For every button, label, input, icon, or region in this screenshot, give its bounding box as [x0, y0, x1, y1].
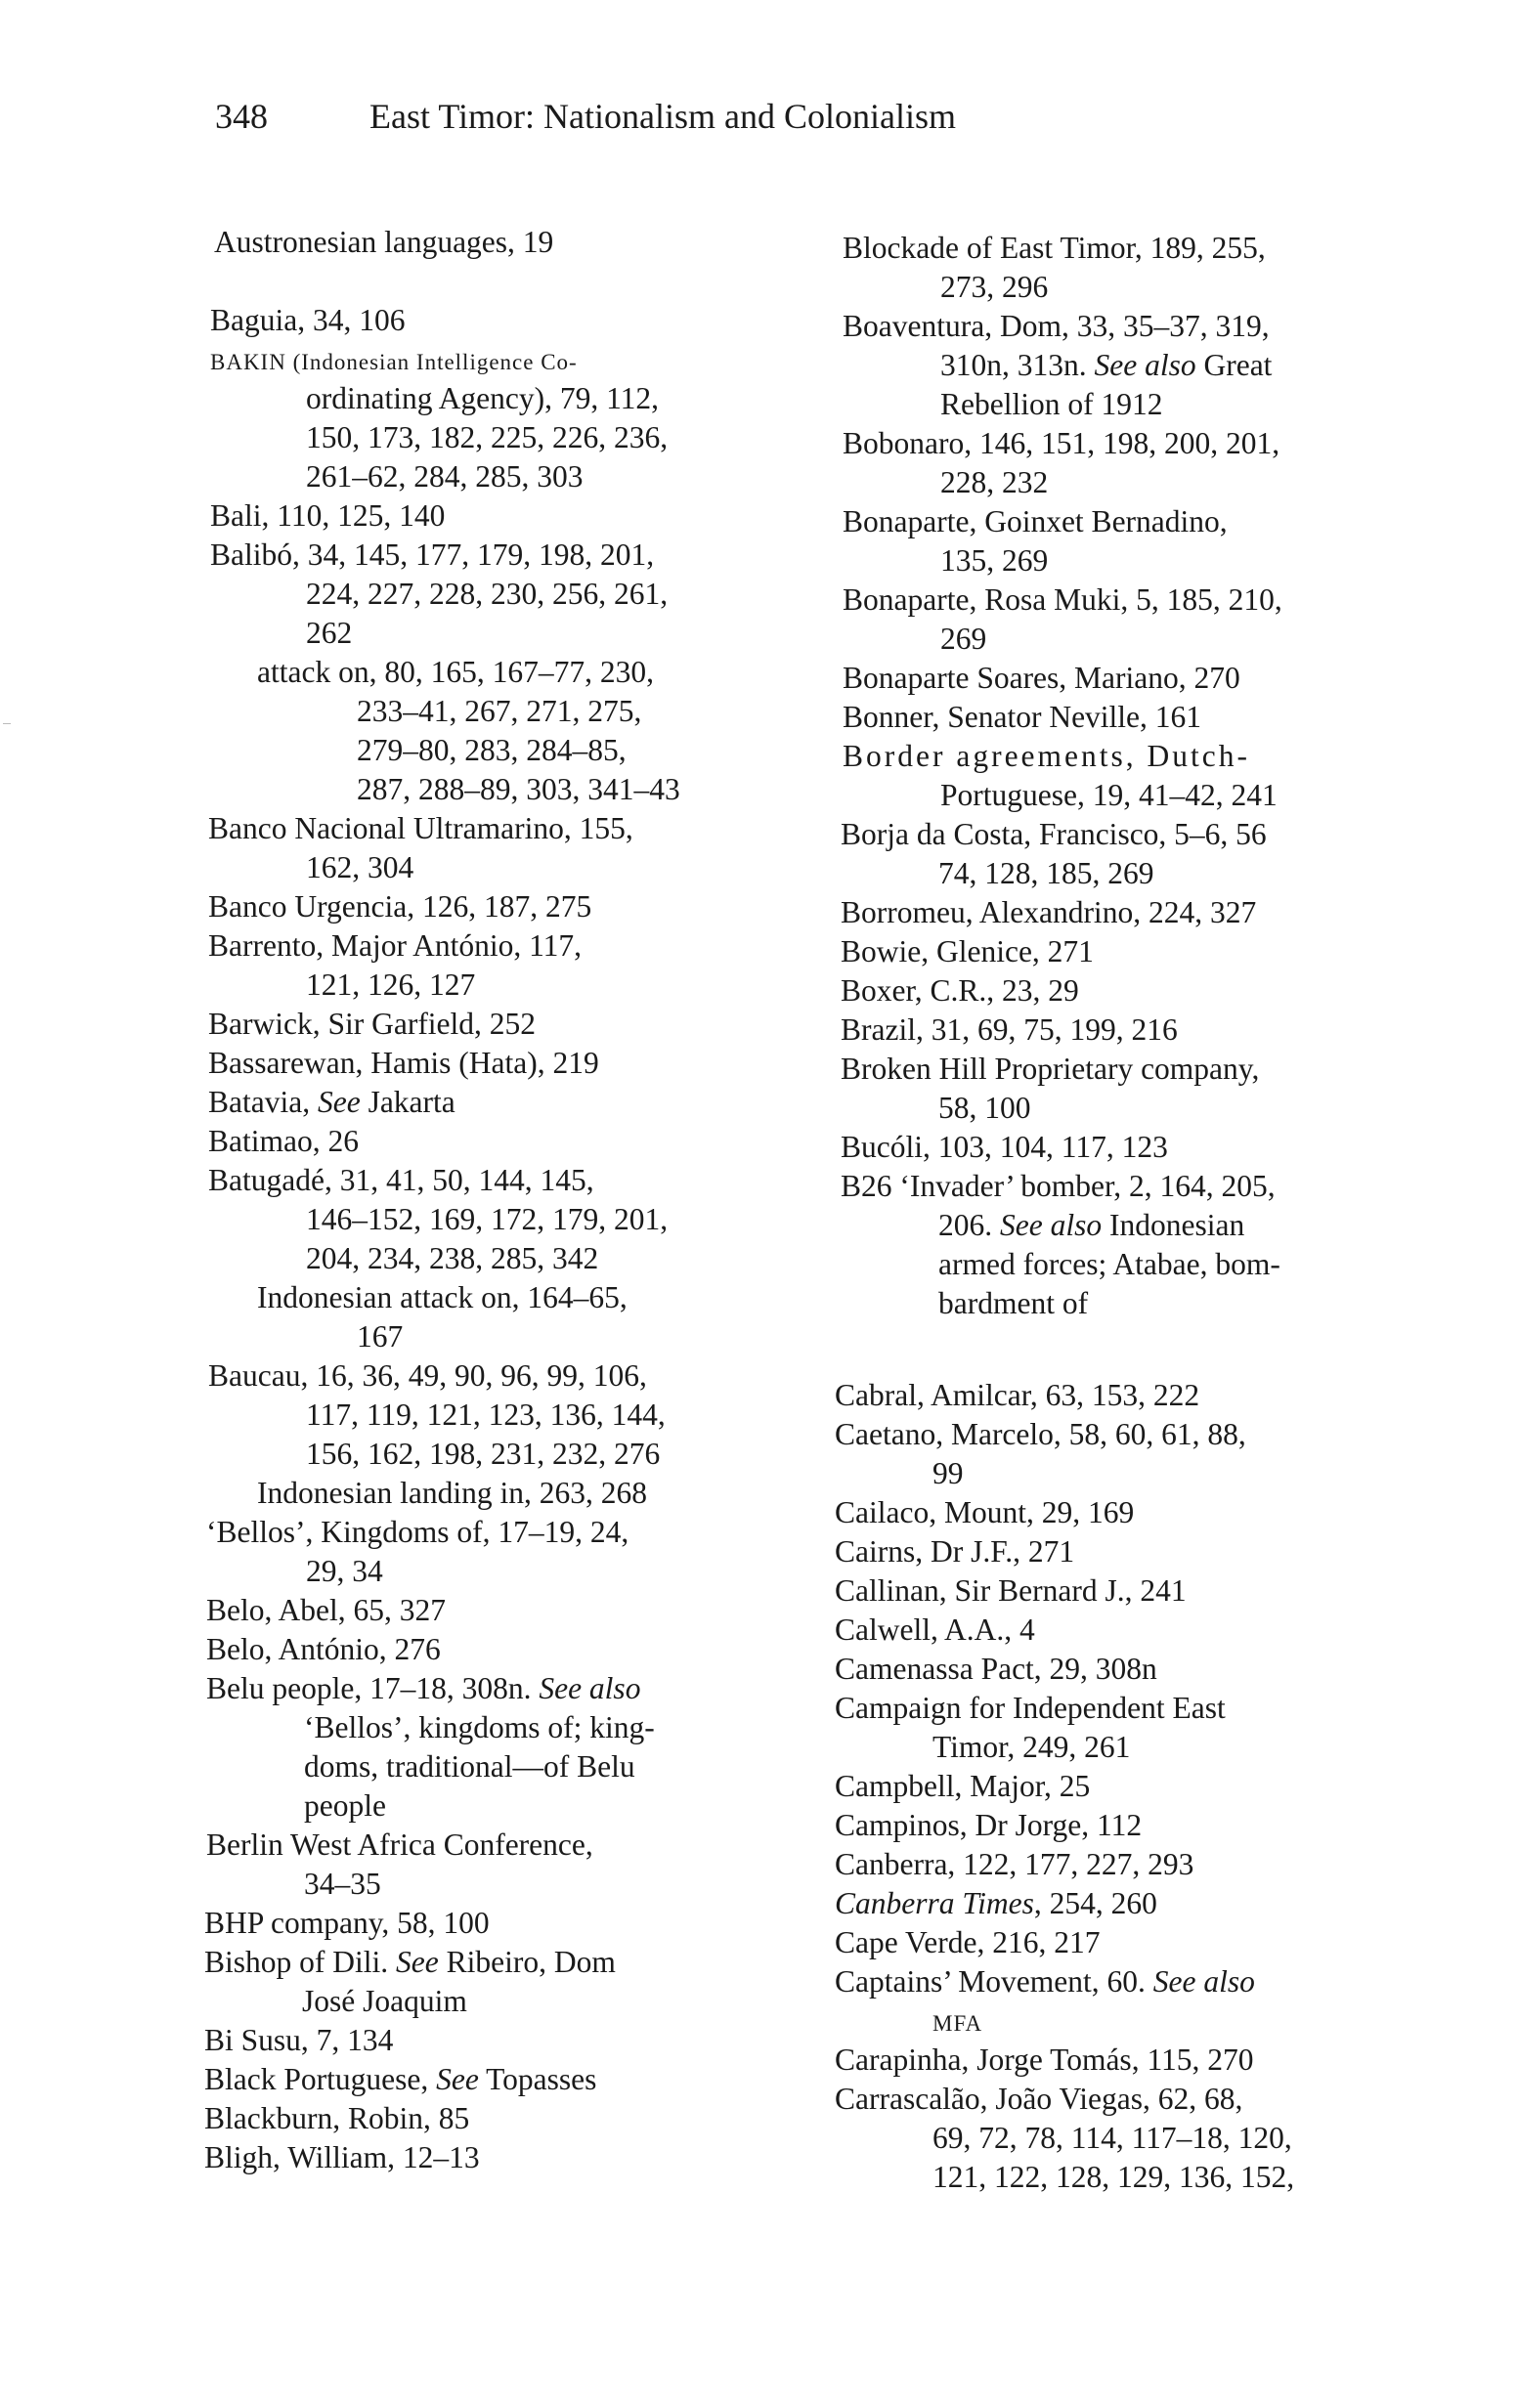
index-line: Campinos, Dr Jorge, 112	[835, 1808, 1143, 1842]
index-line: Indonesian landing in, 263, 268	[257, 1476, 647, 1510]
index-line: Blockade of East Timor, 189, 255,	[843, 231, 1266, 265]
index-line: ‘Bellos’, kingdoms of; king-	[304, 1710, 655, 1744]
index-line: Brazil, 31, 69, 75, 199, 216	[841, 1012, 1178, 1047]
index-line: 233–41, 267, 271, 275,	[357, 694, 642, 728]
index-line: Carapinha, Jorge Tomás, 115, 270	[835, 2042, 1254, 2077]
index-line: 69, 72, 78, 114, 117–18, 120,	[932, 2121, 1292, 2155]
index-line: José Joaquim	[302, 1984, 467, 2018]
index-line: 146–152, 169, 172, 179, 201,	[306, 1202, 669, 1236]
index-line: Banco Nacional Ultramarino, 155,	[208, 811, 633, 845]
index-line: 269	[940, 622, 987, 656]
index-line: 121, 126, 127	[306, 968, 476, 1002]
page-header	[0, 92, 1517, 141]
index-line: attack on, 80, 165, 167–77, 230,	[257, 655, 654, 689]
index-line: Bonaparte, Goinxet Bernadino,	[843, 504, 1228, 538]
index-line: Indonesian attack on, 164–65,	[257, 1280, 628, 1314]
index-line: 99	[932, 1456, 964, 1490]
index-line: Bishop of Dili. See Ribeiro, Dom	[204, 1945, 616, 1979]
index-line: Austronesian languages, 19	[214, 225, 554, 259]
index-line: 150, 173, 182, 225, 226, 236,	[306, 420, 669, 454]
index-line: Campbell, Major, 25	[835, 1769, 1091, 1803]
index-line: people	[304, 1788, 386, 1823]
index-line: Bonner, Senator Neville, 161	[843, 700, 1202, 734]
index-line: Belo, Abel, 65, 327	[206, 1593, 446, 1627]
index-line: Barrento, Major António, 117,	[208, 928, 583, 963]
index-line: Portuguese, 19, 41–42, 241	[940, 778, 1278, 812]
index-line: Broken Hill Proprietary company,	[841, 1052, 1260, 1086]
index-line: 121, 122, 128, 129, 136, 152,	[932, 2160, 1295, 2194]
index-line: Bonaparte, Rosa Muki, 5, 185, 210,	[843, 582, 1282, 617]
index-line: Bonaparte Soares, Mariano, 270	[843, 661, 1240, 695]
index-line: Berlin West Africa Conference,	[206, 1828, 593, 1862]
index-line: 310n, 313n. See also Great	[940, 348, 1273, 382]
running-title: East Timor: Nationalism and Colonialism	[369, 97, 957, 136]
index-line: Belo, António, 276	[206, 1632, 441, 1666]
index-line: Cairns, Dr J.F., 271	[835, 1534, 1075, 1569]
index-line: Camenassa Pact, 29, 308n	[835, 1652, 1157, 1686]
index-line: Boaventura, Dom, 33, 35–37, 319,	[843, 309, 1270, 343]
index-line: 74, 128, 185, 269	[938, 856, 1154, 890]
index-line: Bligh, William, 12–13	[204, 2140, 480, 2174]
index-line: Callinan, Sir Bernard J., 241	[835, 1573, 1187, 1608]
index-line: Barwick, Sir Garfield, 252	[208, 1007, 537, 1041]
index-line: 224, 227, 228, 230, 256, 261,	[306, 577, 669, 611]
index-line: 167	[357, 1319, 404, 1354]
index-line: bardment of	[938, 1286, 1089, 1320]
index-line: Rebellion of 1912	[940, 387, 1163, 421]
index-line: Blackburn, Robin, 85	[204, 2101, 470, 2135]
index-line: Border agreements, Dutch-	[843, 739, 1250, 773]
index-line: 261–62, 284, 285, 303	[306, 459, 584, 494]
index-line: Bowie, Glenice, 271	[841, 934, 1094, 968]
index-line: Cape Verde, 216, 217	[835, 1925, 1101, 1959]
index-line: BAKIN (Indonesian Intelligence Co-	[210, 350, 578, 374]
index-line: Bassarewan, Hamis (Hata), 219	[208, 1046, 599, 1080]
index-line: Canberra, 122, 177, 227, 293	[835, 1847, 1194, 1881]
index-line: 29, 34	[306, 1554, 383, 1588]
index-line: 117, 119, 121, 123, 136, 144,	[306, 1398, 666, 1432]
index-line: 204, 234, 238, 285, 342	[306, 1241, 599, 1275]
index-line: ordinating Agency), 79, 112,	[306, 381, 660, 415]
index-line: Captains’ Movement, 60. See also	[835, 1964, 1255, 1999]
index-line: 287, 288–89, 303, 341–43	[357, 772, 680, 806]
index-line: BHP company, 58, 100	[204, 1906, 490, 1940]
index-line: 273, 296	[940, 270, 1049, 304]
index-line: Black Portuguese, See Topasses	[204, 2062, 597, 2096]
index-line: Balibó, 34, 145, 177, 179, 198, 201,	[210, 538, 655, 572]
index-line: doms, traditional—of Belu	[304, 1749, 635, 1784]
index-line: ‘Bellos’, Kingdoms of, 17–19, 24,	[206, 1515, 629, 1549]
index-line: Borja da Costa, Francisco, 5–6, 56	[841, 817, 1267, 851]
index-line: 162, 304	[306, 850, 414, 884]
index-line: Caetano, Marcelo, 58, 60, 61, 88,	[835, 1417, 1246, 1451]
index-line: Calwell, A.A., 4	[835, 1612, 1035, 1647]
index-line: Bi Susu, 7, 134	[204, 2023, 394, 2057]
index-line: B26 ‘Invader’ bomber, 2, 164, 205,	[841, 1169, 1276, 1203]
index-line: armed forces; Atabae, bom-	[938, 1247, 1280, 1281]
index-line: Bucóli, 103, 104, 117, 123	[841, 1130, 1168, 1164]
index-line: Carrascalão, João Viegas, 62, 68,	[835, 2082, 1243, 2116]
index-line: Batimao, 26	[208, 1124, 359, 1158]
index-line: Cabral, Amilcar, 63, 153, 222	[835, 1378, 1200, 1412]
index-line: 279–80, 283, 284–85,	[357, 733, 627, 767]
index-line: 156, 162, 198, 231, 232, 276	[306, 1437, 661, 1471]
index-line: Banco Urgencia, 126, 187, 275	[208, 889, 592, 924]
index-line: Timor, 249, 261	[932, 1730, 1131, 1764]
index-line: Canberra Times, 254, 260	[835, 1886, 1157, 1920]
page-number: 348	[215, 97, 268, 136]
index-line: 58, 100	[938, 1091, 1031, 1125]
index-line: Campaign for Independent East	[835, 1691, 1226, 1725]
index-line: Baucau, 16, 36, 49, 90, 96, 99, 106,	[208, 1358, 647, 1393]
index-line: MFA	[932, 2011, 983, 2036]
index-line: Baguia, 34, 106	[210, 303, 406, 337]
index-line: Batugadé, 31, 41, 50, 144, 145,	[208, 1163, 594, 1197]
index-line: Cailaco, Mount, 29, 169	[835, 1495, 1135, 1529]
index-line: Borromeu, Alexandrino, 224, 327	[841, 895, 1257, 929]
index-line: Bali, 110, 125, 140	[210, 498, 446, 533]
index-line: 228, 232	[940, 465, 1049, 499]
index-line: 206. See also Indonesian	[938, 1208, 1245, 1242]
index-line: 135, 269	[940, 543, 1049, 578]
margin-mark	[3, 723, 11, 724]
index-line: 34–35	[304, 1867, 381, 1901]
index-line: Bobonaro, 146, 151, 198, 200, 201,	[843, 426, 1280, 460]
index-line: Batavia, See Jakarta	[208, 1085, 455, 1119]
index-line: Belu people, 17–18, 308n. See also	[206, 1671, 641, 1705]
index-line: 262	[306, 616, 353, 650]
index-line: Boxer, C.R., 23, 29	[841, 973, 1079, 1008]
